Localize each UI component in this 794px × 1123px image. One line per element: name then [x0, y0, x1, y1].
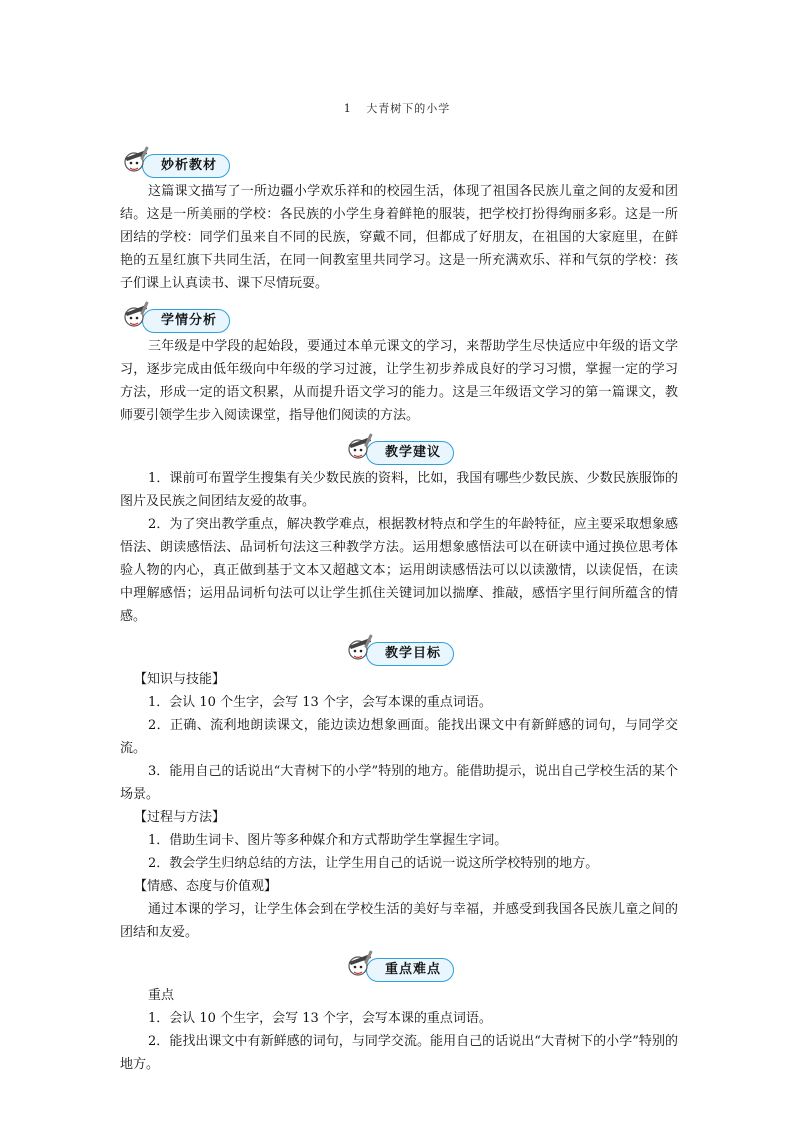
suggestion-item: 1．课前可布置学生搜集有关少数民族的资料，比如，我国有哪些少数民族、少数民族服饰的图片及民族之间团结友爱的故事。 — [120, 471, 678, 509]
section-title-goals: 教学目标 — [366, 642, 454, 666]
teacher-mascot-icon — [120, 299, 156, 333]
teacher-mascot-icon — [120, 144, 156, 178]
goals-emotion-label: 【情感、态度与价值观】 — [134, 879, 278, 894]
lesson-number: 1 — [343, 102, 352, 115]
section-heading-keypoints — [120, 948, 678, 982]
lesson-title: 大青树下的小学 — [366, 102, 451, 115]
teacher-mascot-icon — [344, 948, 380, 982]
goal-item: 2．教会学生归纳总结的方法，让学生用自己的话说一说这所学校特别的地方。 — [148, 856, 599, 871]
suggestion-item: 2．为了突出教学重点，解决教学难点，根据教材特点和学生的年龄特征，应主要采取想象感悟法、朗读感悟法、品词析句法这三种教学方法。运用想象感悟法可以在研读中通过换位思考体验人物的内心，真正做到基于文本又超越文本；运用朗读感悟法可以以读激情，以读促悟，在读中理解感悟；运用品词析句法可以让学生抓住关键词加以揣摩、推敲，感悟字里行间所蕴含的情感。 — [120, 517, 678, 624]
section-heading-suggestions — [120, 431, 678, 465]
keypoints-label: 重点 — [148, 988, 175, 1003]
goal-item: 1．会认 10 个生字，会写 13 个字，会写本课的重点词语。 — [148, 695, 492, 710]
section-title-keypoints: 重点难点 — [366, 958, 454, 982]
section-title-suggestions: 教学建议 — [366, 441, 454, 465]
goal-item: 2．正确、流利地朗读课文，能边读边想象画面。能找出课文中有新鲜感的词句，与同学交流。 — [120, 718, 678, 756]
goal-item: 3．能用自己的话说出“大青树下的小学”特别的地方。能借助提示，说出自己学校生活的某个场景。 — [120, 764, 678, 802]
section-heading-goals — [120, 632, 678, 666]
section-title-textbook: 妙析教材 — [142, 154, 230, 178]
teacher-mascot-icon — [344, 431, 380, 465]
goal-item: 1．借助生词卡、图片等多种媒介和方式帮助学生掌握生字词。 — [148, 833, 508, 848]
section-title-learner: 学情分析 — [142, 309, 230, 333]
section-heading-learner — [120, 299, 678, 333]
textbook-paragraph: 这篇课文描写了一所边疆小学欢乐祥和的校园生活，体现了祖国各民族儿童之间的友爱和团结。这是一所美丽的学校：各民族的小学生身着鲜艳的服装，把学校打扮得绚丽多彩。这是一所团结的学校：同学们虽来自不同的民族，穿戴不同，但都成了好朋友，在祖国的大家庭里，在鲜艳的五星红旗下共同生活，在同一间教室里共同学习。这是一所充满欢乐、祥和气氛的学校：孩子们课上认真读书、课下尽情玩耍。 — [120, 184, 678, 291]
section-heading-textbook — [120, 144, 678, 178]
learner-paragraph: 三年级是中学段的起始段，要通过本单元课文的学习，来帮助学生尽快适应中年级的语文学习，逐步完成由低年级向中年级的学习过渡，让学生初步养成良好的学习习惯，掌握一定的学习方法，形成一定的语文积累，从而提升语文学习的能力。这是三年级语文学习的第一篇课文，教师要引领学生步入阅读课堂，指导他们阅读的方法。 — [120, 339, 678, 423]
keypoint-item: 2．能找出课文中有新鲜感的词句，与同学交流。能用自己的话说出“大青树下的小学”特别的地方。 — [120, 1034, 678, 1072]
page-content — [120, 140, 678, 1076]
teacher-mascot-icon — [344, 632, 380, 666]
keypoint-item: 1．会认 10 个生字，会写 13 个字，会写本课的重点词语。 — [148, 1011, 492, 1026]
goals-knowledge-label: 【知识与技能】 — [134, 672, 226, 687]
goals-emotion-paragraph: 通过本课的学习，让学生体会到在学校生活的美好与幸福，并感受到我国各民族儿童之间的团结和友爱。 — [120, 902, 678, 940]
goals-process-label: 【过程与方法】 — [134, 810, 226, 825]
running-header — [0, 100, 794, 116]
